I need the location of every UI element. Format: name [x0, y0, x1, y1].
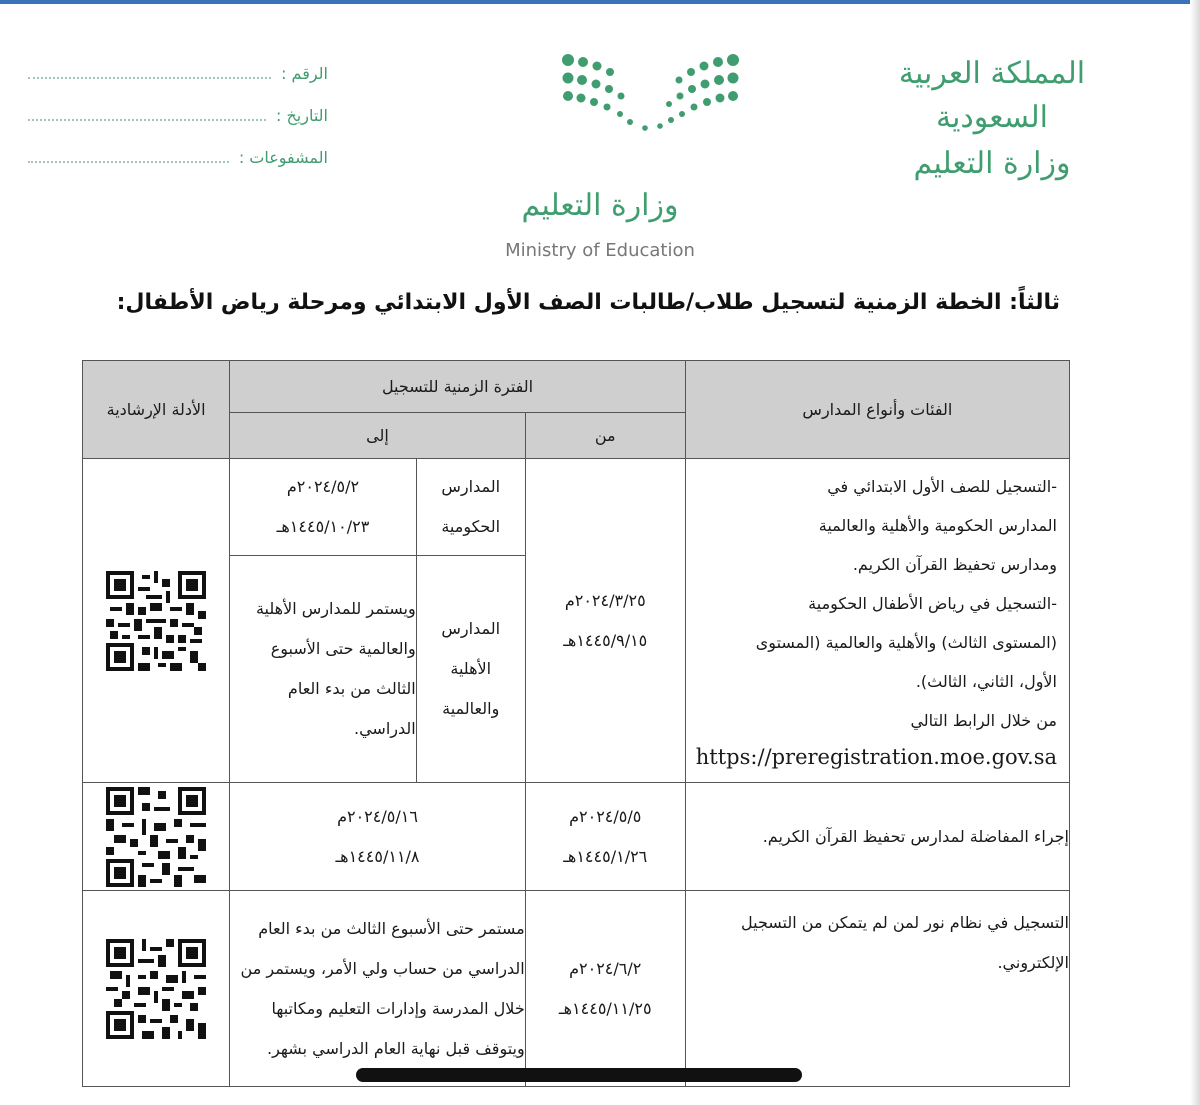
category-line: المدارس الحكومية والأهلية والعالمية	[818, 516, 1057, 535]
from-gregorian: ٢٠٢٤/٣/٢٥م	[564, 590, 646, 610]
ref-dotted-line	[28, 111, 266, 121]
ref-field-date	[28, 106, 328, 125]
row3-qr-code[interactable]	[83, 891, 230, 1087]
category-line: ومدارس تحفيظ القرآن الكريم.	[852, 555, 1057, 574]
table-row	[83, 459, 1070, 556]
from-hijri: ١٤٤٥/٩/١٥هـ	[563, 630, 648, 650]
row2-category: إجراء المفاضلة لمدارس تحفيظ القرآن الكريم.	[685, 783, 1069, 891]
row1-qr-code[interactable]	[83, 459, 230, 783]
header-guides: الأدلة الإرشادية	[83, 361, 230, 459]
ref-dotted-line	[28, 153, 229, 163]
category-line: من خلال الرابط التالي	[910, 711, 1057, 730]
row2-qr-code[interactable]	[83, 783, 230, 891]
category-line: -التسجيل في رياض الأطفال الحكومية	[808, 594, 1057, 613]
ref-field-attachments	[28, 148, 328, 167]
ministry-name: وزارة التعليم	[913, 146, 1071, 181]
to-gregorian: ٢٠٢٤/٥/١٦م	[337, 806, 418, 826]
from-hijri: ١٤٤٥/١١/٢٥هـ	[558, 998, 652, 1018]
row1-school-gov: المدارس الحكومية	[416, 459, 525, 556]
to-gregorian: ٢٠٢٤/٥/٢م	[286, 476, 360, 496]
registration-link[interactable]: https://preregistration.moe.gov.sa	[695, 745, 1057, 769]
header-from: من	[525, 413, 685, 459]
row1-to-gov	[230, 459, 416, 556]
row2-from-date	[525, 783, 685, 891]
row3-category: التسجيل في نظام نور لمن لم يتمكن من التسجيل الإلكتروني.	[685, 891, 1069, 1087]
ref-label: التاريخ :	[275, 106, 328, 125]
dot-pattern-logo-icon	[450, 48, 750, 138]
qr-code-icon[interactable]	[106, 939, 206, 1039]
page-edge-shadow	[1190, 0, 1200, 1105]
ref-field-number	[28, 64, 328, 83]
row2-to-date	[230, 783, 525, 891]
ref-label: الرقم :	[281, 64, 328, 83]
row1-category	[685, 459, 1069, 783]
qr-code-icon[interactable]	[106, 571, 206, 671]
to-hijri: ١٤٤٥/١١/٨هـ	[335, 846, 420, 866]
row1-school-private: المدارس الأهلية والعالمية	[416, 555, 525, 782]
header-categories: الفئات وأنواع المدارس	[685, 361, 1069, 459]
ref-dotted-line	[28, 69, 271, 79]
header-to: إلى	[230, 413, 525, 459]
category-line: -التسجيل للصف الأول الابتدائي في	[827, 477, 1057, 496]
category-line: (المستوى الثالث) والأهلية والعالمية (المستوى	[755, 633, 1057, 652]
row3-to-text: مستمر حتى الأسبوع الثالث من بدء العام الدراسي من حساب ولي الأمر، ويستمر من خلال المدرسة وإدارات التعليم ومكاتبها ويتوقف قبل نهاية العام الدراسي بشهر.	[230, 891, 525, 1087]
registration-schedule-table	[82, 360, 1070, 1087]
section-heading: ثالثاً: الخطة الزمنية لتسجيل طلاب/طالبات الصف الأول الابتدائي ومرحلة رياض الأطفال:	[116, 290, 1060, 315]
logo-arabic-text: وزارة التعليم	[521, 188, 679, 223]
category-line: الأول، الثاني، الثالث).	[915, 672, 1057, 691]
top-edge-line	[0, 0, 1200, 4]
logo-english-text: Ministry of Education	[505, 240, 695, 261]
qr-code-icon[interactable]	[106, 787, 206, 887]
ref-label: المشفوعات :	[238, 148, 328, 167]
from-gregorian: ٢٠٢٤/٦/٢م	[569, 958, 642, 978]
header-period: الفترة الزمنية للتسجيل	[230, 361, 685, 413]
table-row	[83, 783, 1070, 891]
header-row	[83, 361, 1070, 413]
horizontal-scroll-indicator[interactable]	[356, 1068, 802, 1082]
row3-from-date	[525, 891, 685, 1087]
row1-from-date	[525, 459, 685, 783]
to-hijri: ١٤٤٥/١٠/٢٣هـ	[276, 516, 370, 536]
ministry-header	[862, 52, 1122, 188]
kingdom-name: المملكة العربية السعودية	[898, 56, 1086, 135]
from-gregorian: ٢٠٢٤/٥/٥م	[569, 806, 642, 826]
from-hijri: ١٤٤٥/١/٢٦هـ	[563, 846, 648, 866]
table-row	[83, 891, 1070, 1087]
row1-to-private: ويستمر للمدارس الأهلية والعالمية حتى الأسبوع الثالث من بدء العام الدراسي.	[230, 555, 416, 782]
ministry-logo	[450, 48, 750, 261]
